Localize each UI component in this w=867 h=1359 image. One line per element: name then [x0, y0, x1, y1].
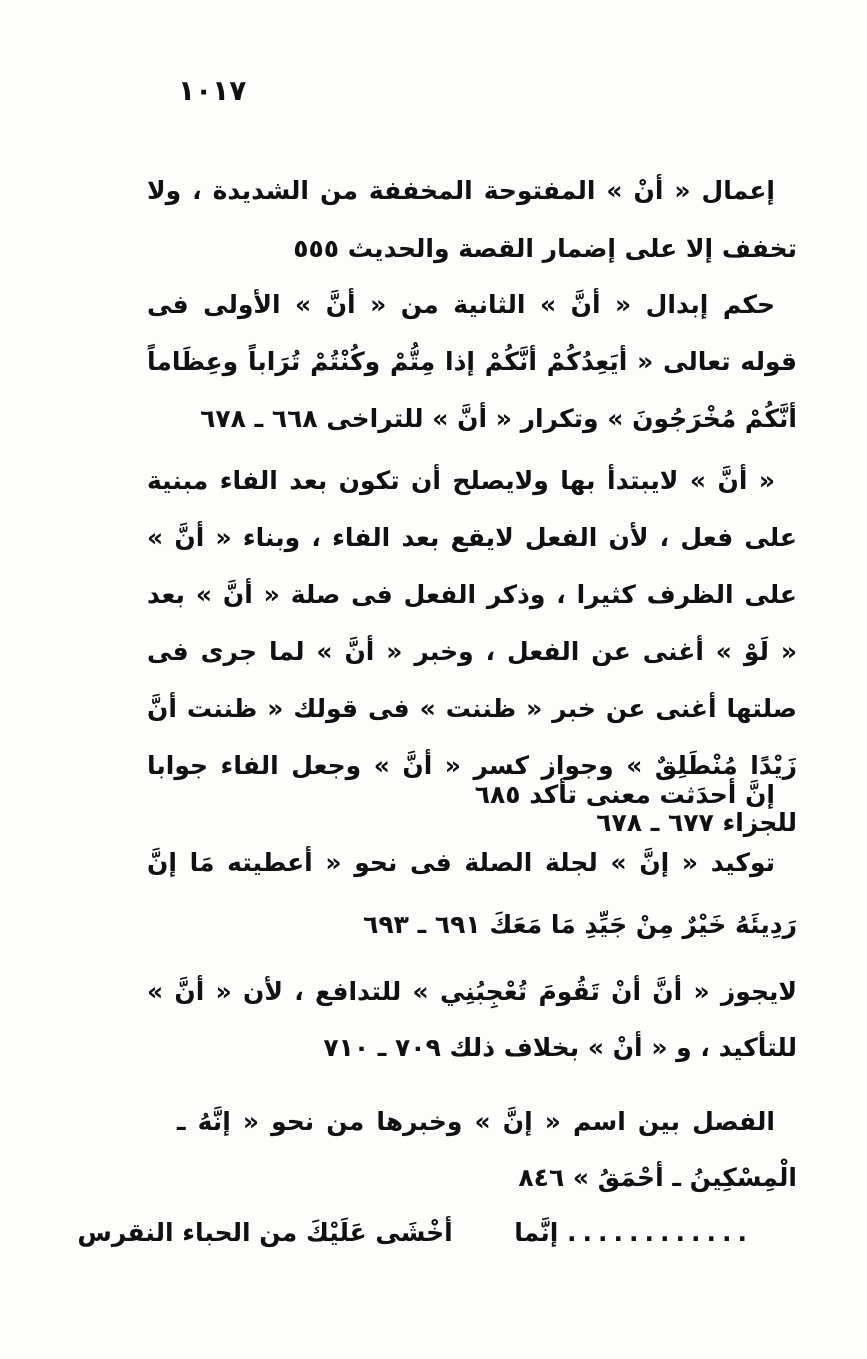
entry-text: « أنَّ » لايبتدأ بها ولايصلح أن تكون بعد الفاء مبنية على فعل ، لأن الفعل لايقع بعد الفاء ، وبناء « أنَّ » على الظرف كثيرا ، وذكر الفعل فى صلة « أنَّ » بعد « لَوْ » أغنى عن الفعل ، وخبر « أنَّ » لما جرى فى صلتها أغنى عن خبر « ظننت » فى قولك « ظننت أنَّ زَيْدًا مُنْطَلِقٌ » وجواز كسر « أنَّ » وجعل الفاء جوابا للجزاء ٦٧٧ ـ ٦٧٨ [147, 466, 797, 837]
entry-text: حكم إبدال « أنَّ » الثانية من « أنَّ » الأولى فى قوله تعالى « أيَعِدُكُمْ أنَّكُمْ إذا مِتُّمْ وكُنْتُمْ تُرَاباً وعِظَاماً أنَّكُمْ مُخْرَجُونَ » وتكرار « أنَّ » للتراخى ٦٦٨ ـ ٦٧٨ [147, 290, 797, 433]
page-number: ١٠١٧ [178, 74, 247, 107]
index-entry [147, 276, 797, 447]
index-entry [177, 1094, 797, 1206]
index-entry [147, 766, 797, 824]
entry-text: الفصل بين اسم « إنَّ » وخبرها من نحو « إنَّهُ ـ الْمِسْكِينُ ـ أحْمَقُ » ٨٤٦ [177, 1107, 797, 1192]
verse-part-2: أخْشَى عَلَيْكَ من الحباء النقرس [77, 1218, 453, 1247]
verse-ellipsis: ............ [567, 1218, 753, 1247]
entry-text: توكيد « إنَّ » لجلة الصلة فى نحو « أعطيته مَا إنَّ رَدِيئَهُ خَيْرٌ مِنْ جَيِّدِ مَا مَعَكَ ٦٩١ ـ ٦٩٣ [147, 848, 797, 939]
entry-text: إنَّ أحدَثت معنى تأكد ٦٨٥ [474, 780, 775, 809]
index-entry [147, 162, 797, 278]
entry-text: لايجوز « أنَّ أنْ تَقُومَ تُعْجِبُنِي » للتدافع ، لأن « أنَّ » للتأكيد ، و « أنْ » بخلاف ذلك ٧٠٩ ـ ٧١٠ [147, 977, 797, 1062]
index-entry [147, 832, 797, 956]
entry-text: إعمال « أنْ » المفتوحة المخففة من الشديدة ، ولا تخفف إلا على إضمار القصة والحديث ٥٥٥ [147, 176, 797, 263]
verse-part-1: إنَّما [514, 1218, 559, 1247]
verse-line [77, 1218, 759, 1247]
index-entry [147, 964, 797, 1076]
